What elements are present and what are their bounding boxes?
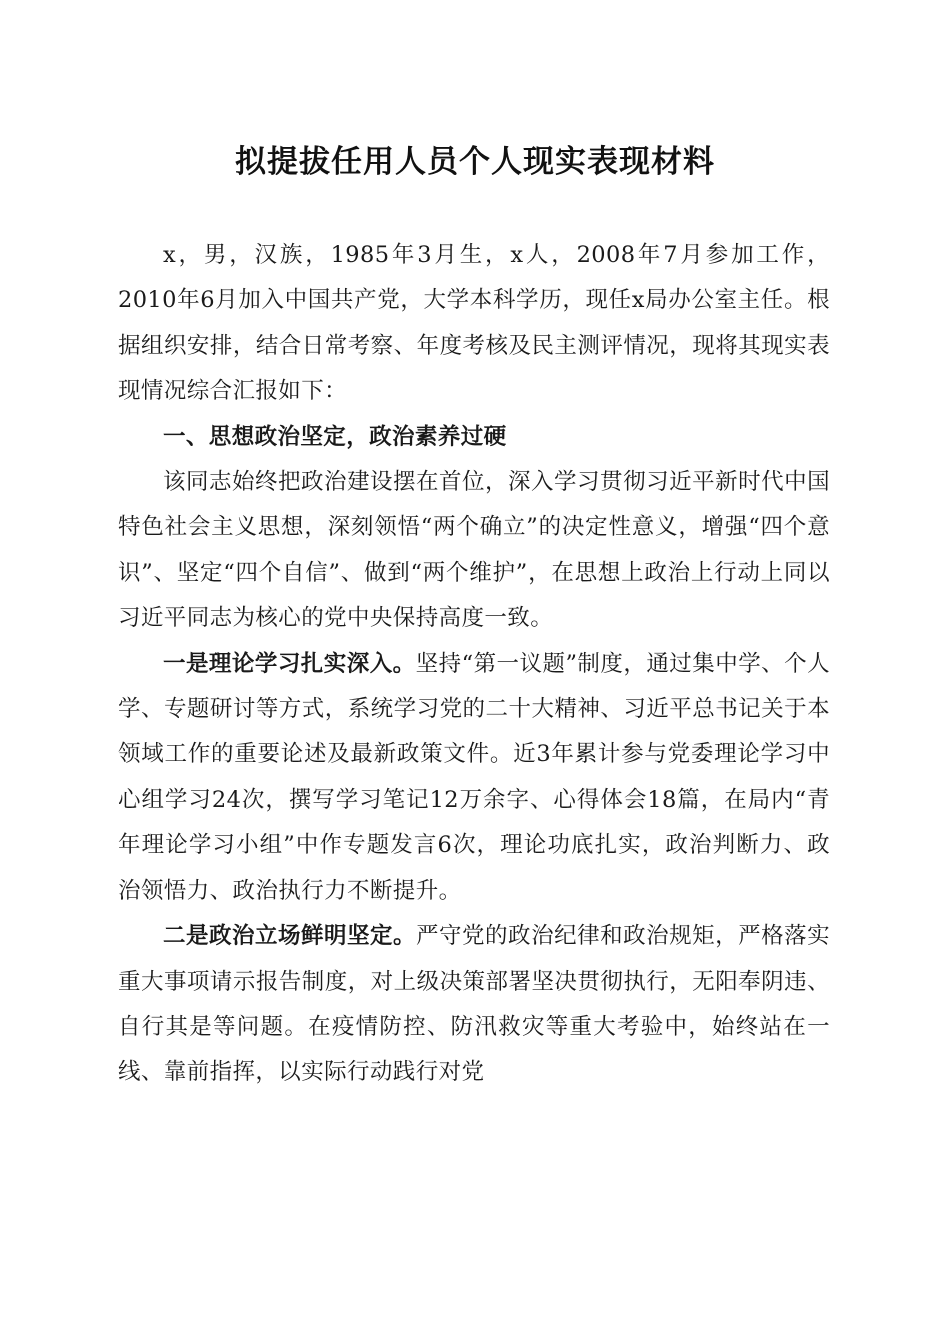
- intro-paragraph: x，男，汉族，1985年3月生，x人，2008年7月参加工作，2010年6月加入中国共产党，大学本科学历，现任x局办公室主任。根据组织安排，结合日常考察、年度考核及民主测评情况，现将其现实表现情况综合汇报如下：: [118, 242, 830, 405]
- point-one-lead: 一是理论学习扎实深入。: [163, 650, 416, 677]
- section-summary-paragraph: 该同志始终把政治建设摆在首位，深入学习贯彻习近平新时代中国特色社会主义思想，深刻领悟“两个确立”的决定性意义，增强“四个意识”、坚定“四个自信”、做到“两个维护”，在思想上政治上行动上同以习近平同志为核心的党中央保持高度一致。: [118, 469, 830, 632]
- point-one-paragraph: [118, 642, 830, 914]
- point-two-text: 严守党的政治纪律和政治规矩，严格落实重大事项请示报告制度，对上级决策部署坚决贯彻执行，无阳奉阴违、自行其是等问题。在疫情防控、防汛救灾等重大考验中，始终站在一线、靠前指挥，以实际行动践行对党: [118, 923, 831, 1086]
- section-heading: 一、思想政治坚定，政治素养过硬: [163, 423, 507, 450]
- point-one-text: 坚持“第一议题”制度，通过集中学、个人学、专题研讨等方式，系统学习党的二十大精神、习近平总书记关于本领域工作的重要论述及最新政策文件。近3年累计参与党委理论学习中心组学习24次，撰写学习笔记12万余字、心得体会18篇，在局内“青年理论学习小组”中作专题发言6次，理论功底扎实，政治判断力、政治领悟力、政治执行力不断提升。: [118, 650, 830, 904]
- point-two-lead: 二是政治立场鲜明坚定。: [163, 923, 417, 950]
- document-body: [118, 233, 830, 1096]
- point-two-paragraph: [118, 914, 830, 1096]
- document-title: 拟提拔任用人员个人现实表现材料: [235, 144, 715, 180]
